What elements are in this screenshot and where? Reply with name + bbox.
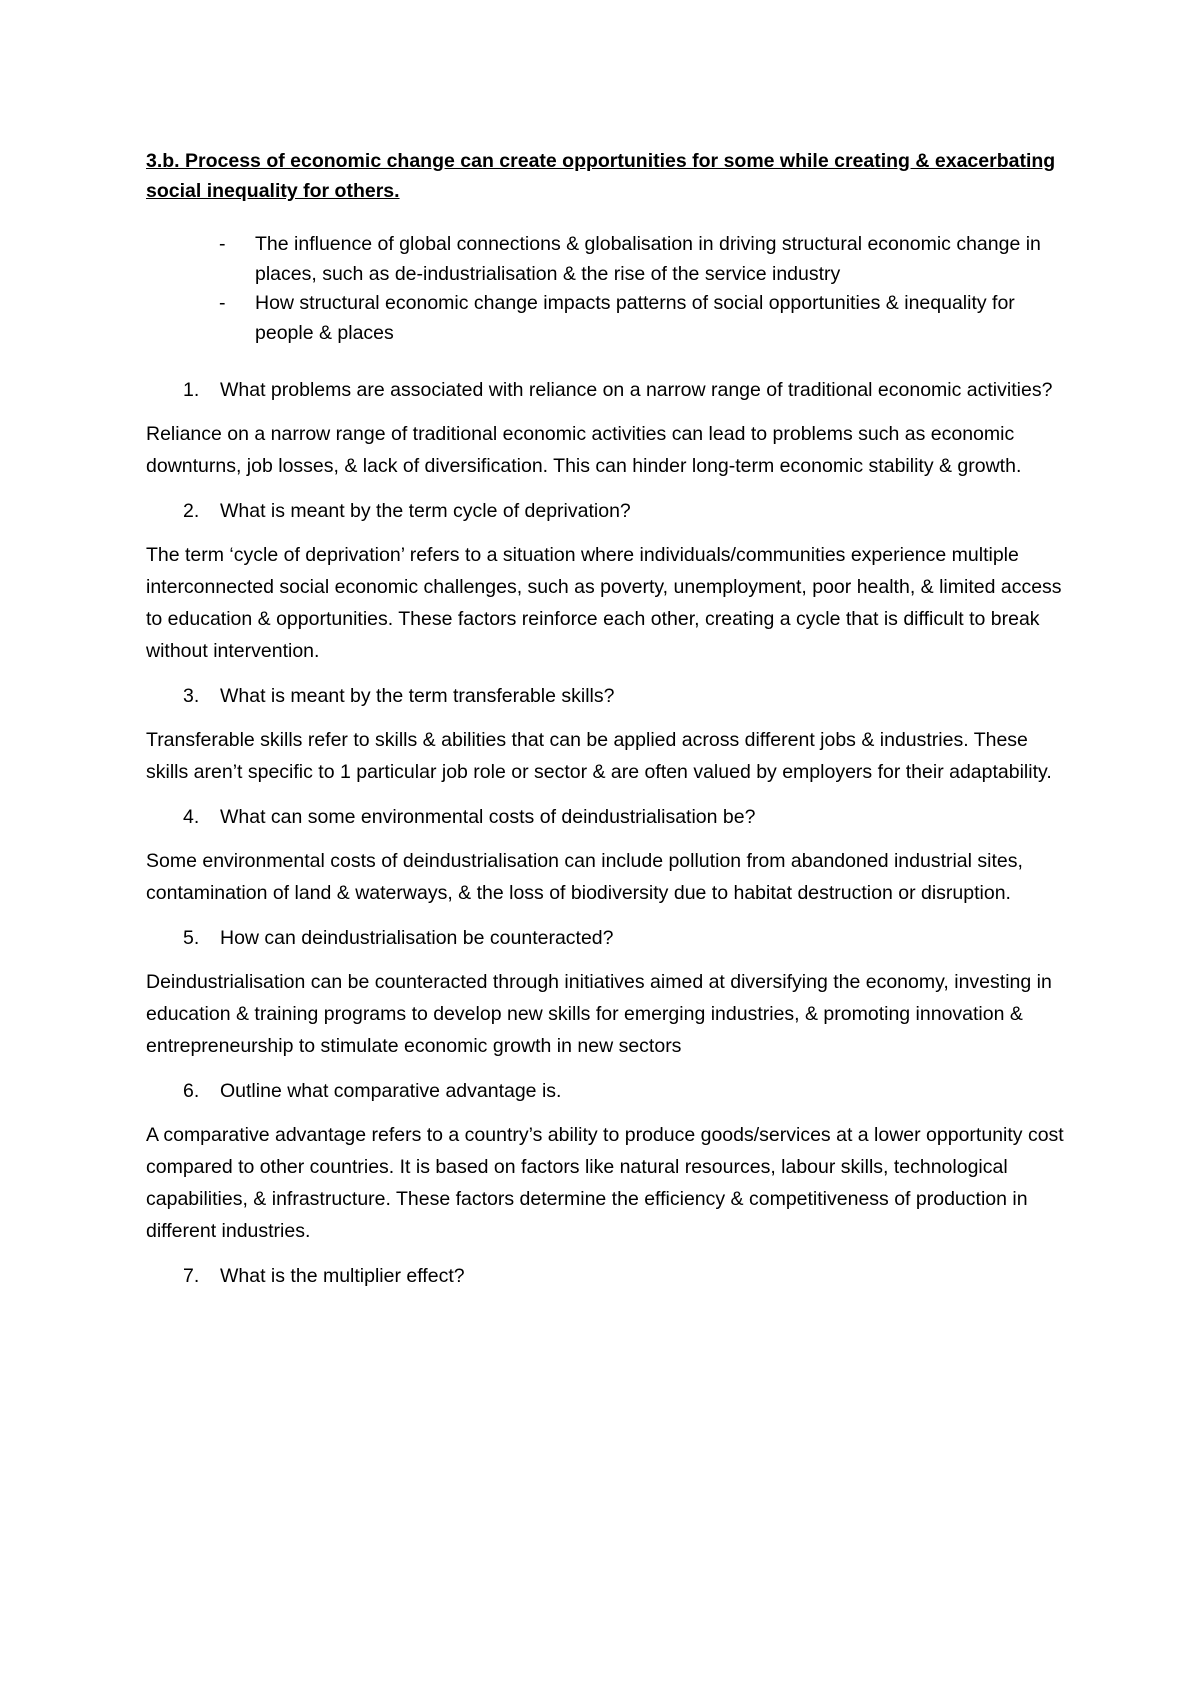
question-text: What is meant by the term transferable skills? xyxy=(220,685,615,707)
question-number: 6. xyxy=(183,1080,200,1102)
question-number: 5. xyxy=(183,927,200,949)
answer-4: Some environmental costs of deindustrialisation can include pollution from abandoned industrial sites, contamination of land & waterways, & the loss of biodiversity due to habitat destruction or disruption. xyxy=(146,850,1023,904)
page-title: 3.b. Process of economic change can create opportunities for some while creating & exacerbating social inequality for others. xyxy=(146,150,1056,202)
answer-2: The term ‘cycle of deprivation’ refers to a situation where individuals/communities experience multiple interconnected social economic challenges, such as poverty, unemployment, poor health, & limited access to education & opportunities. These factors reinforce each other, creating a cycle that is difficult to break without intervention. xyxy=(146,544,1062,662)
answer-5: Deindustrialisation can be counteracted through initiatives aimed at diversifying the economy, investing in education & training programs to develop new skills for emerging industries, & promoting innovation & entrepreneurship to stimulate economic growth in new sectors xyxy=(146,971,1052,1057)
question-2 xyxy=(146,495,1066,527)
question-5 xyxy=(146,922,1066,954)
question-number: 3. xyxy=(183,685,200,707)
bullet-marker: - xyxy=(219,292,226,314)
question-1 xyxy=(146,374,1066,406)
question-number: 2. xyxy=(183,500,200,522)
question-4 xyxy=(146,801,1066,833)
bullet-item xyxy=(146,230,1066,289)
bullet-text: How structural economic change impacts patterns of social opportunities & inequality for people & places xyxy=(255,292,1015,344)
bullet-list xyxy=(146,230,1066,348)
question-7 xyxy=(146,1260,1066,1292)
question-number: 7. xyxy=(183,1265,200,1287)
question-text: What problems are associated with reliance on a narrow range of traditional economic activities? xyxy=(220,379,1053,401)
answer-1: Reliance on a narrow range of traditional economic activities can lead to problems such as economic downturns, job losses, & lack of diversification. This can hinder long-term economic stability & growth. xyxy=(146,423,1022,477)
question-text: What is the multiplier effect? xyxy=(220,1265,465,1287)
bullet-item xyxy=(146,289,1066,348)
question-text: How can deindustrialisation be counteracted? xyxy=(220,927,614,949)
question-text: What is meant by the term cycle of deprivation? xyxy=(220,500,631,522)
bullet-marker: - xyxy=(219,233,226,255)
bullet-text: The influence of global connections & globalisation in driving structural economic change in places, such as de-industrialisation & the rise of the service industry xyxy=(255,233,1041,285)
document-body xyxy=(146,146,1066,1304)
question-text: Outline what comparative advantage is. xyxy=(220,1080,562,1102)
question-number: 1. xyxy=(183,379,200,401)
question-6 xyxy=(146,1075,1066,1107)
answer-3: Transferable skills refer to skills & abilities that can be applied across different jobs & industries. These skills aren’t specific to 1 particular job role or sector & are often valued by employers for their adaptability. xyxy=(146,729,1052,783)
question-text: What can some environmental costs of deindustrialisation be? xyxy=(220,806,756,828)
question-3 xyxy=(146,680,1066,712)
question-number: 4. xyxy=(183,806,200,828)
answer-6: A comparative advantage refers to a country’s ability to produce goods/services at a lower opportunity cost compared to other countries. It is based on factors like natural resources, labour skills, technological capabilities, & infrastructure. These factors determine the efficiency & competitiveness of production in different industries. xyxy=(146,1124,1064,1242)
